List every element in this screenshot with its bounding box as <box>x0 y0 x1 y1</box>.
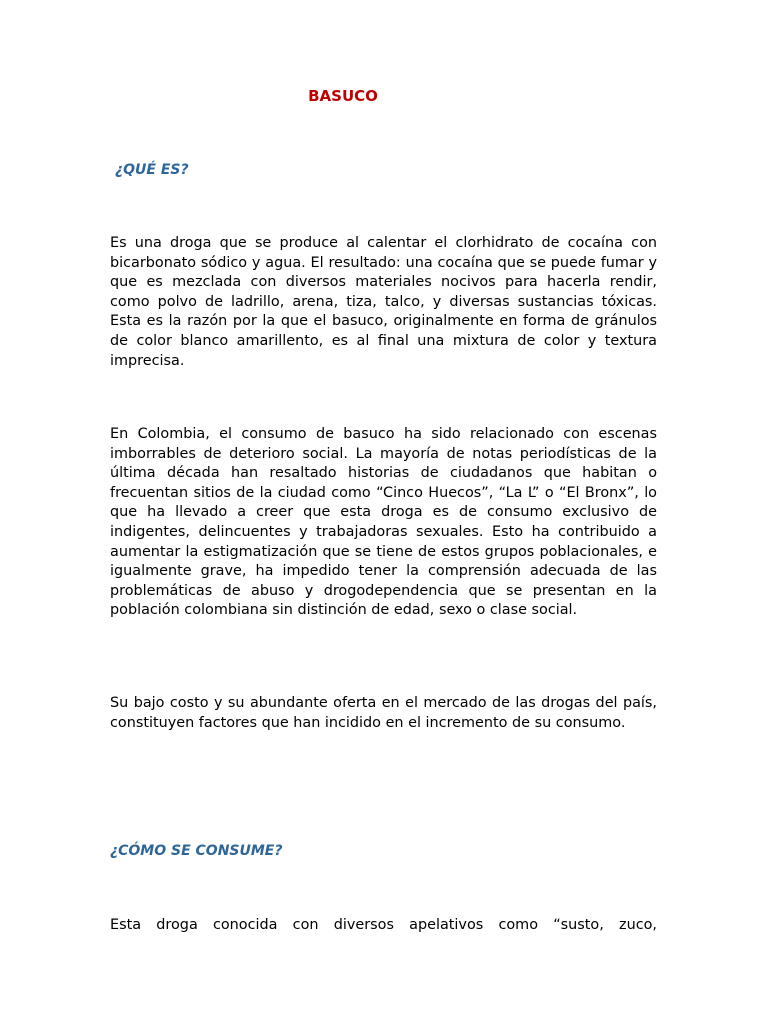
paragraph-consumption: Esta droga conocida con diversos apelativos como “susto, zuco, <box>110 917 657 933</box>
paragraph-colombia: En Colombia, el consumo de basuco ha sido relacionado con escenas imborrables de deterioro social. La mayoría de notas periodísticas de la última década han resaltado historias de ciudadanos que habitan o frecuentan sitios de la ciudad como “Cinco Huecos”, “La L” o “El Bronx”, lo que ha llevado a creer que esta droga es de consumo exclusivo de indigentes, delincuentes y trabajadoras sexuales. Esto ha contribuido a aumentar la estigmatización que se tiene de estos grupos poblacionales, e igualmente grave, ha impedido tener la comprensión adecuada de las problemáticas de abuso y drogodependencia que se presentan en la población colombiana sin distinción de edad, sexo o clase social. <box>110 426 657 619</box>
paragraph-cost: Su bajo costo y su abundante oferta en el mercado de las drogas del país, constituyen factores que han incidido en el incremento de su consumo. <box>110 695 657 731</box>
section-heading-como-se-consume: ¿CÓMO SE CONSUME? <box>110 843 283 859</box>
section-heading-que-es: ¿QUÉ ES? <box>115 162 189 178</box>
paragraph-definition: Es una droga que se produce al calentar el clorhidrato de cocaína con bicarbonato sódico y agua. El resultado: una cocaína que se puede fumar y que es mezclada con diversos materiales nocivos para hacerla rendir, como polvo de ladrillo, arena, tiza, talco, y diversas sustancias tóxicas. Esta es la razón por la que el basuco, originalmente en forma de gránulos de color blanco amarillento, es al final una mixtura de color y textura imprecisa. <box>110 235 657 369</box>
document-title: BASUCO <box>308 87 378 105</box>
